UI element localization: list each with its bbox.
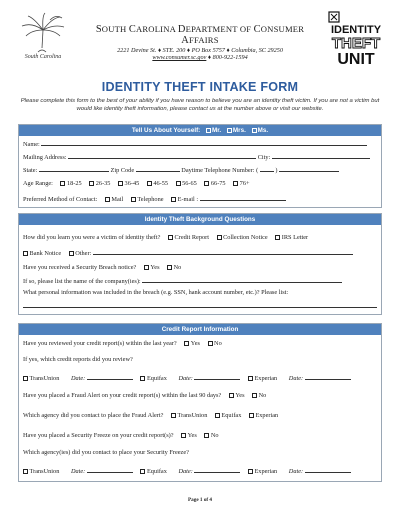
freeze-row: Have you placed a Security Freeze on your credit report(s)? Yes No [23,432,219,439]
company-row: If so, please list the name of the company(ies): [23,276,342,285]
fraud-experian-checkbox[interactable] [249,413,254,418]
learn-row: How did you learn you were a victim of identity theft? Credit Report Collection Notice IRS Letter [23,234,309,241]
identity-theft-unit-logo [323,10,389,67]
breach-no-checkbox[interactable] [167,265,172,270]
state-field[interactable] [39,165,109,172]
learn-bank-notice-checkbox[interactable] [23,251,28,256]
contact-telephone-checkbox[interactable] [131,197,136,202]
freeze-transunion-checkbox[interactable] [23,469,28,474]
form-intro: Please complete this form to the best of your ability if you have reason to believe you are an identity theft victim. If you are not a victim but would like identity theft information, please contact us at the number above or visit our website. [20,98,380,113]
mailing-row: Mailing Address: City: [23,152,370,161]
fraud-transunion-checkbox[interactable] [171,413,176,418]
fraud-equifax-checkbox[interactable] [215,413,220,418]
fraud-alert-row: Have you placed a Fraud Alert on your credit report(s) within the last 90 days? Yes No [23,392,267,399]
section-heading: Tell Us About Yourself: Mr. Mrs. Ms. [19,125,381,136]
logo-identity-word: IDENTITY [330,24,382,36]
section-heading: Credit Report Information [19,324,381,335]
logo-script-text: South Carolina [24,54,62,60]
name-row: Name: [23,139,367,148]
agency-contact [80,54,320,61]
reviewed-yes-checkbox[interactable] [184,341,189,346]
agency-block [80,24,320,61]
title-mrs-checkbox[interactable] [227,128,232,133]
age-56-65-checkbox[interactable] [176,181,181,186]
section-about-yourself [18,124,382,208]
freeze-equifax-date[interactable] [194,466,240,473]
learn-other-field[interactable] [93,248,353,255]
learn-row-2: Bank Notice Other: [23,248,353,257]
form-title: IDENTITY THEFT INTAKE FORM [101,80,299,94]
email-field[interactable] [200,194,286,201]
letterhead [0,0,400,74]
agency-phone: ♦ 800-922-1594 [207,54,248,61]
title-ms-checkbox[interactable] [252,128,257,133]
contact-mail-checkbox[interactable] [105,197,110,202]
phone-field[interactable] [279,165,339,172]
freeze-experian-checkbox[interactable] [248,469,253,474]
reviewed-equifax-checkbox[interactable] [140,376,145,381]
section-heading: Identity Theft Background Questions [19,214,381,225]
reviewed-experian-date[interactable] [305,373,351,380]
freeze-which-row: Which agency(ies) did you contact to place your Security Freeze? [23,449,189,456]
breach-row: Have you received a Security Breach notice? Yes No [23,264,182,271]
agency-name: SOUTH CAROLINA DEPARTMENT OF CONSUMER AFFAIRS [95,24,305,46]
learn-collection-notice-checkbox[interactable] [217,235,222,240]
reviewed-transunion-date[interactable] [87,373,133,380]
age-row: Age Range: 18-25 26-35 36-45 46-55 56-65 66-75 76+ [23,180,250,187]
reviewed-transunion-checkbox[interactable] [23,376,28,381]
reviewed-no-checkbox[interactable] [208,341,213,346]
freeze-transunion-date[interactable] [87,466,133,473]
company-field[interactable] [142,276,342,283]
learn-credit-report-checkbox[interactable] [168,235,173,240]
palmetto-tree-logo [12,12,74,62]
fraud-agency-row: Which agency did you contact to place the Fraud Alert? TransUnion Equifax Experian [23,412,279,419]
reviewed-equifax-date[interactable] [194,373,240,380]
agency-website-link[interactable]: www.consumer.sc.gov [152,54,207,61]
age-36-45-checkbox[interactable] [118,181,123,186]
freeze-experian-date[interactable] [305,466,351,473]
name-field[interactable] [41,139,367,146]
fraud-no-checkbox[interactable] [252,393,257,398]
which-reports-row: If yes, which credit reports did you review? [23,356,133,363]
freeze-equifax-checkbox[interactable] [140,469,145,474]
age-26-35-checkbox[interactable] [89,181,94,186]
area-code-field[interactable] [260,165,274,172]
age-66-75-checkbox[interactable] [204,181,209,186]
reviewed-experian-checkbox[interactable] [248,376,253,381]
section-credit-report [18,323,382,482]
reviewed-row: Have you reviewed your credit report(s) within the last year? Yes No [23,340,222,347]
personal-info-row: What personal information was included in the breach (e.g. SSN, hank account number, etc.)? Please list: [23,289,289,296]
contact-email-checkbox[interactable] [171,197,176,202]
personal-info-field[interactable] [23,307,377,308]
title-mr-checkbox[interactable] [206,128,211,133]
age-18-25-checkbox[interactable] [60,181,65,186]
page-number: Page 1 of 4 [187,497,213,503]
freeze-no-checkbox[interactable] [204,433,209,438]
mailing-address-field[interactable] [68,152,256,159]
fraud-yes-checkbox[interactable] [229,393,234,398]
freeze-yes-checkbox[interactable] [181,433,186,438]
logo-unit-word: UNIT [337,51,375,67]
learn-irs-letter-checkbox[interactable] [275,235,280,240]
state-row: State: Zip Code Daytime Telephone Number: ( ) [23,165,339,174]
learn-other-checkbox[interactable] [69,251,74,256]
breach-yes-checkbox[interactable] [144,265,149,270]
reviewed-bureaus-row: TransUnion Date: Equifax Date: Experian Date: [23,373,351,382]
logo-theft-word: THEFT [331,35,381,52]
agency-address: 2221 Devine St. ♦ STE. 200 ♦ PO Box 5757 ♦ Columbia, SC 29250 [117,47,283,54]
contact-row: Preferred Method of Contact: Mail Telephone E-mail : [23,194,286,203]
section-background-questions [18,213,382,315]
city-field[interactable] [272,152,370,159]
zip-field[interactable] [136,165,180,172]
freeze-bureaus-row: TransUnion Date: Equifax Date: Experian Date: [23,466,351,475]
age-76-plus-checkbox[interactable] [233,181,238,186]
age-46-55-checkbox[interactable] [147,181,152,186]
